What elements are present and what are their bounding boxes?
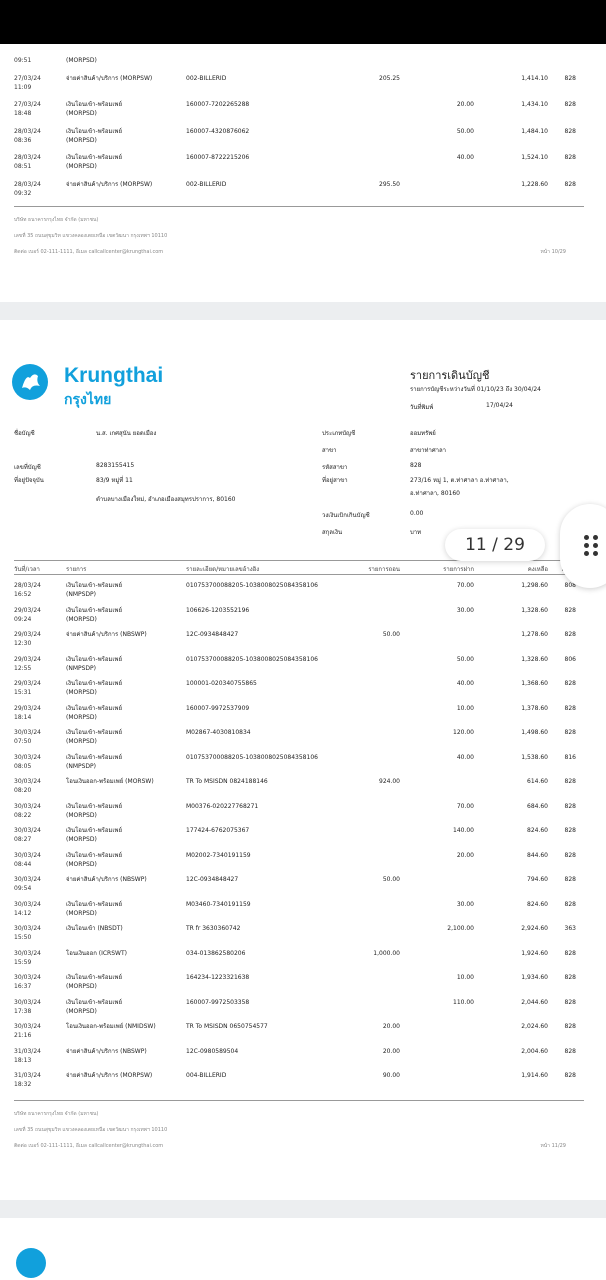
statement-page-12 (0, 1218, 606, 1280)
cell-balance: 824.60 (527, 900, 548, 908)
table-row (0, 803, 606, 827)
cell-ref: 004-BILLERID (186, 1072, 227, 1079)
cell-deposit: 30.00 (456, 606, 474, 614)
cell-branch: 828 (564, 127, 576, 135)
cell-time: 14:12 (14, 909, 32, 917)
cell-type: เงินโอนเข้า-พร้อมเพย์ (66, 998, 122, 1006)
cell-branch: 828 (564, 949, 576, 957)
cell-balance: 2,044.60 (521, 998, 548, 1006)
table-row (0, 1048, 606, 1072)
col-deposit: รายการฝาก (443, 566, 474, 573)
cell-time: 17:38 (14, 1007, 32, 1015)
cell-ref: 106626-1203552196 (186, 606, 250, 614)
cell-type: เงินโอนเข้า-พร้อมเพย์ (66, 680, 122, 687)
cell-branch: 828 (564, 606, 576, 614)
cell-time: 15:59 (14, 958, 32, 966)
printed-date-value: 17/04/24 (486, 402, 513, 409)
table-row (0, 48, 606, 72)
cell-branch: 828 (564, 704, 576, 712)
cell-type: จ่ายค่าสินค้า/บริการ (MORPSW) (66, 180, 153, 188)
cell-branch: 828 (564, 631, 576, 638)
cell-ref: 100001-020340755865 (186, 680, 257, 687)
cell-branch: 828 (564, 1023, 576, 1030)
cell-type: โอนเงินออก-พร้อมเพย์ (NMIDSW) (66, 1023, 156, 1030)
cell-type: เงินโอนเข้า-พร้อมเพย์ (66, 827, 122, 834)
cell-date: 28/03/24 (14, 582, 41, 589)
cell-time: 08:22 (14, 811, 32, 819)
cell-time: 09:51 (14, 57, 32, 64)
info-value: ออมทรัพย์ (410, 430, 436, 437)
cell-withdrawal: 20.00 (382, 1023, 400, 1030)
cell-branch: 828 (564, 154, 576, 161)
table-row (0, 778, 606, 802)
cell-ref: 12C-0934848427 (186, 631, 239, 638)
info-label: ที่อยู่ปัจจุบัน (14, 477, 44, 484)
cell-date: 30/03/24 (14, 1023, 41, 1030)
cell-ref: TR To MSISDN 0824188146 (186, 778, 268, 785)
krungthai-logo-icon (12, 364, 48, 400)
cell-date: 30/03/24 (14, 753, 41, 761)
cell-deposit: 10.00 (456, 974, 474, 981)
cell-channel: (MORPSD) (66, 163, 97, 170)
cell-channel: (NMPSDP) (66, 762, 97, 770)
table-row (0, 950, 606, 974)
cell-time: 09:54 (14, 885, 32, 892)
cell-branch: 828 (564, 180, 576, 188)
cell-ref: 160007-9972537909 (186, 704, 250, 712)
cell-deposit: 70.00 (456, 802, 474, 810)
cell-time: 07:50 (14, 738, 32, 745)
info-value: 8283155415 (96, 462, 135, 469)
cell-branch: 828 (564, 1047, 576, 1055)
cell-deposit: 20.00 (456, 101, 474, 108)
header-divider-bottom (14, 574, 584, 575)
footer-divider (14, 206, 584, 207)
table-row (0, 582, 606, 606)
cell-balance: 1,298.60 (521, 582, 548, 589)
info-value: อ.ท่าศาลา, 80160 (410, 490, 460, 497)
table-row (0, 101, 606, 125)
cell-ref: 002-BILLERID (186, 180, 227, 188)
footer-contact: ติดต่อ เบอร์ 02-111-1111, อีเมล callcallcenter@krungthai.com (14, 249, 164, 255)
info-value: 828 (410, 462, 422, 469)
cell-branch: 828 (564, 827, 576, 834)
cell-ref: M02002-7340191159 (186, 851, 251, 859)
cell-type: เงินโอนเข้า (NBSDT) (66, 925, 123, 932)
cell-type: จ่ายค่าสินค้า/บริการ (NBSWP) (66, 876, 147, 883)
footer-company: บริษัท ธนาคารกรุงไทย จำกัด (มหาชน) (14, 1111, 99, 1117)
cell-ref: M00376-020227768271 (186, 802, 259, 810)
cell-ref: 160007-4320876062 (186, 127, 250, 135)
page-indicator: 11 / 29 (445, 529, 545, 561)
footer-company: บริษัท ธนาคารกรุงไทย จำกัด (มหาชน) (14, 217, 99, 223)
cell-date: 30/03/24 (14, 851, 41, 859)
cell-time: 15:50 (14, 934, 32, 941)
cell-date: 28/03/24 (14, 180, 41, 188)
cell-balance: 1,328.60 (521, 655, 548, 663)
cell-balance: 1,328.60 (521, 606, 548, 614)
cell-channel: (MORPSD) (66, 615, 97, 623)
cell-ref: M02867-4030810834 (186, 729, 251, 736)
cell-balance: 794.60 (527, 876, 548, 883)
info-value: 273/16 หมู่ 1, ต.ท่าศาลา อ.ท่าศาลา, (410, 477, 509, 484)
cell-ref: 177424-6762075367 (186, 827, 250, 834)
cell-deposit: 2,100.00 (447, 925, 474, 932)
cell-channel: (MORPSD) (66, 689, 97, 696)
cell-date: 30/03/24 (14, 876, 41, 883)
cell-balance: 1,538.60 (521, 753, 548, 761)
table-row (0, 754, 606, 778)
cell-type: เงินโอนเข้า-พร้อมเพย์ (66, 729, 122, 736)
info-value: น.ส. เกศสุนัน ยอดเมือง (96, 430, 157, 437)
cell-date: 30/03/24 (14, 925, 41, 932)
cell-date: 27/03/24 (14, 101, 41, 108)
cell-deposit: 50.00 (456, 655, 474, 663)
table-row (0, 1072, 606, 1096)
cell-branch: 828 (564, 729, 576, 736)
footer-address: เลขที่ 35 ถนนสุขุมวิท แขวงคลองเตยเหนือ เขตวัฒนา กรุงเทพฯ 10110 (14, 1127, 168, 1133)
cell-ref: 010753700088205-1038008025084358106 (186, 655, 318, 663)
cell-channel: (MORPSD) (66, 136, 97, 144)
cell-ref: 160007-9972503358 (186, 998, 250, 1006)
col-date: วันที่/เวลา (14, 566, 40, 573)
cell-channel: (MORPSD) (66, 983, 97, 990)
info-value: 83/9 หมู่ที่ 11 (96, 477, 133, 484)
cell-date: 31/03/24 (14, 1047, 41, 1055)
cell-date: 30/03/24 (14, 949, 41, 957)
cell-date: 30/03/24 (14, 998, 41, 1006)
cell-time: 18:14 (14, 713, 32, 721)
cell-channel: (MORPSD) (66, 836, 97, 843)
cell-time: 08:51 (14, 163, 32, 170)
cell-balance: 1,924.60 (521, 949, 548, 957)
cell-date: 30/03/24 (14, 778, 41, 785)
cell-ref: 160007-7202265288 (186, 101, 250, 108)
cell-time: 08:44 (14, 860, 32, 868)
table-row (0, 680, 606, 704)
cell-withdrawal: 50.00 (382, 631, 400, 638)
table-row (0, 705, 606, 729)
cell-type: เงินโอนเข้า-พร้อมเพย์ (66, 974, 122, 981)
cell-deposit: 30.00 (456, 900, 474, 908)
cell-time: 09:32 (14, 189, 32, 197)
cell-withdrawal: 205.25 (379, 74, 400, 82)
cell-date: 29/03/24 (14, 655, 41, 663)
cell-ref: TR fr 3630360742 (186, 925, 241, 932)
cell-type: เงินโอนเข้า-พร้อมเพย์ (66, 606, 122, 614)
cell-time: 11:09 (14, 83, 32, 91)
cell-deposit: 20.00 (456, 851, 474, 859)
table-row (0, 1023, 606, 1047)
cell-type: เงินโอนเข้า-พร้อมเพย์ (66, 127, 122, 135)
logo-text-th: กรุงไทย (64, 392, 112, 408)
cell-channel: (MORPSD) (66, 1007, 97, 1015)
cell-type: จ่ายค่าสินค้า/บริการ (NBSWP) (66, 1047, 147, 1055)
info-label: ประเภทบัญชี (322, 430, 356, 437)
statement-period: รายการบัญชีระหว่างวันที่ 01/10/23 ถึง 30/04/24 (410, 386, 541, 393)
cell-time: 08:36 (14, 136, 32, 144)
cell-balance: 844.60 (527, 851, 548, 859)
footer-divider (14, 1100, 584, 1101)
cell-type: จ่ายค่าสินค้า/บริการ (MORPSW) (66, 74, 153, 82)
cell-type: เงินโอนเข้า-พร้อมเพย์ (66, 704, 122, 712)
cell-deposit: 50.00 (456, 127, 474, 135)
cell-type: เงินโอนเข้า-พร้อมเพย์ (66, 851, 122, 859)
page-number: หน้า 10/29 (540, 249, 566, 255)
footer-contact: ติดต่อ เบอร์ 02-111-1111, อีเมล callcallcenter@krungthai.com (14, 1143, 164, 1149)
table-row (0, 631, 606, 655)
cell-withdrawal: 924.00 (379, 778, 400, 785)
table-row (0, 999, 606, 1023)
cell-type: จ่ายค่าสินค้า/บริการ (MORPSW) (66, 1072, 153, 1079)
info-value: สาขาท่าศาลา (410, 447, 447, 454)
cell-time: 21:16 (14, 1032, 32, 1039)
info-label: วงเงินเบิกเกินบัญชี (322, 512, 370, 519)
cell-ref: 12C-0934848427 (186, 876, 239, 883)
cell-branch: 828 (564, 851, 576, 859)
cell-date: 29/03/24 (14, 704, 41, 712)
cell-balance: 1,934.60 (521, 974, 548, 981)
cell-ref: 034-013862580206 (186, 949, 246, 957)
cell-branch: 828 (564, 900, 576, 908)
cell-branch: 828 (564, 101, 576, 108)
cell-channel: (NMPSDP) (66, 664, 97, 672)
cell-type: เงินโอนเข้า-พร้อมเพย์ (66, 900, 122, 908)
info-label: สาขา (322, 447, 337, 454)
cell-channel: (MORPSD) (66, 811, 97, 819)
cell-branch: 828 (564, 974, 576, 981)
cell-type: โอนเงินออก (ICRSWT) (66, 949, 127, 957)
cell-deposit: 120.00 (453, 729, 474, 736)
cell-ref: 010753700088205-1038008025084358106 (186, 753, 318, 761)
statement-title: รายการเดินบัญชี (410, 369, 490, 382)
logo-text-en: Krungthai (64, 364, 164, 387)
cell-date: 30/03/24 (14, 729, 41, 736)
col-withdrawal: รายการถอน (368, 566, 400, 573)
cell-branch: 828 (564, 1072, 576, 1079)
cell-type: จ่ายค่าสินค้า/บริการ (NBSWP) (66, 631, 147, 638)
statement-page-11 (0, 320, 606, 1200)
cell-ref: 160007-8722215206 (186, 154, 250, 161)
page-number: หน้า 11/29 (540, 1143, 566, 1149)
cell-balance: 824.60 (527, 827, 548, 834)
cell-ref: 12C-0980589504 (186, 1047, 239, 1055)
cell-ref: 002-BILLERID (186, 74, 227, 82)
table-row (0, 656, 606, 680)
cell-deposit: 40.00 (456, 753, 474, 761)
cell-withdrawal: 50.00 (382, 876, 400, 883)
cell-ref: 010753700088205-103800802508435810​6 (186, 582, 318, 589)
cell-date: 27/03/24 (14, 74, 41, 82)
table-row (0, 607, 606, 631)
table-row (0, 181, 606, 205)
cell-date: 30/03/24 (14, 802, 41, 810)
cell-date: 31/03/24 (14, 1072, 41, 1079)
info-label: ชื่อบัญชี (14, 430, 35, 437)
cell-date: 28/03/24 (14, 154, 41, 161)
cell-time: 12:55 (14, 664, 32, 672)
statement-page-10 (0, 44, 606, 302)
table-row (0, 827, 606, 851)
table-row (0, 974, 606, 998)
col-balance: คงเหลือ (527, 566, 548, 573)
table-row (0, 154, 606, 178)
cell-deposit: 140.00 (453, 827, 474, 834)
cell-channel: (MORPSD) (66, 738, 97, 745)
cell-withdrawal: 1,000.00 (373, 949, 400, 957)
cell-date: 30/03/24 (14, 974, 41, 981)
cell-balance: 1,524.10 (521, 154, 548, 161)
cell-deposit: 10.00 (456, 704, 474, 712)
cell-type: เงินโอนเข้า-พร้อมเพย์ (66, 802, 122, 810)
cell-date: 29/03/24 (14, 606, 41, 614)
cell-branch: 816 (564, 753, 576, 761)
cell-type: เงินโอนเข้า-พร้อมเพย์ (66, 655, 122, 663)
cell-time: 08:05 (14, 762, 32, 770)
cell-branch: 806 (564, 655, 576, 663)
cell-channel: (MORPSD) (66, 110, 97, 117)
cell-date: 30/03/24 (14, 827, 41, 834)
cell-balance: 2,004.60 (521, 1047, 548, 1055)
info-value: บาท (410, 529, 422, 536)
cell-balance: 1,414.10 (521, 74, 548, 82)
cell-time: 18:13 (14, 1056, 32, 1064)
cell-deposit: 40.00 (456, 680, 474, 687)
cell-time: 16:52 (14, 591, 32, 598)
cell-balance: 2,924.60 (521, 925, 548, 932)
cell-channel: (MORPSD) (66, 713, 97, 721)
cell-ref: M03460-7340191159 (186, 900, 251, 908)
cell-balance: 1,368.60 (521, 680, 548, 687)
cell-ref: 164234-1223321638 (186, 974, 250, 981)
table-row (0, 128, 606, 152)
info-value: ตำบลบางเมืองใหม่, อำเภอเมืองสมุทรปราการ, 80160 (96, 496, 236, 503)
krungthai-logo-icon (16, 1248, 46, 1278)
info-value: 0.00 (410, 510, 424, 517)
cell-time: 08:27 (14, 836, 32, 843)
cell-branch: 828 (564, 802, 576, 810)
cell-balance: 1,278.60 (521, 631, 548, 638)
col-ref: รายละเอียด/หมายเลขอ้างอิง (186, 566, 260, 573)
table-row (0, 75, 606, 99)
cell-balance: 1,378.60 (521, 704, 548, 712)
cell-balance: 1,484.10 (521, 127, 548, 135)
cell-type: เงินโอนเข้า-พร้อมเพย์ (66, 154, 122, 161)
cell-deposit: 110.00 (453, 998, 474, 1006)
cell-time: 12:30 (14, 640, 32, 647)
cell-balance: 1,498.60 (521, 729, 548, 736)
cell-withdrawal: 20.00 (382, 1047, 400, 1055)
cell-channel: (NMPSDP) (66, 591, 97, 598)
table-row (0, 729, 606, 753)
cell-branch: 828 (564, 876, 576, 883)
cell-channel: (MORPSD) (66, 909, 97, 917)
cell-branch: 828 (564, 778, 576, 785)
cell-time: 18:32 (14, 1081, 32, 1088)
cell-type: โอนเงินออก-พร้อมเพย์ (MORSW) (66, 778, 154, 785)
cell-date: 29/03/24 (14, 680, 41, 687)
table-row (0, 852, 606, 876)
cell-deposit: 70.00 (456, 582, 474, 589)
cell-branch: 828 (564, 998, 576, 1006)
cell-deposit: 40.00 (456, 154, 474, 161)
cell-ref: TR To MSISDN 0650754577 (186, 1023, 268, 1030)
cell-date: 29/03/24 (14, 631, 41, 638)
table-row (0, 925, 606, 949)
info-label: รหัสสาขา (322, 464, 348, 471)
cell-withdrawal: 90.00 (382, 1072, 400, 1079)
info-label: ที่อยู่สาขา (322, 477, 348, 484)
cell-time: 16:37 (14, 983, 32, 990)
cell-branch: 808 (564, 582, 576, 589)
more-dots-icon (584, 535, 604, 557)
cell-time: 15:31 (14, 689, 32, 696)
cell-type: เงินโอนเข้า-พร้อมเพย์ (66, 582, 122, 589)
cell-balance: 614.60 (527, 778, 548, 785)
cell-channel: (MORPSD) (66, 57, 97, 64)
cell-branch: 363 (564, 925, 576, 932)
cell-balance: 684.60 (527, 802, 548, 810)
table-row (0, 876, 606, 900)
viewer-menu-button[interactable] (560, 504, 606, 588)
cell-type: เงินโอนเข้า-พร้อมเพย์ (66, 101, 122, 108)
cell-time: 08:20 (14, 787, 32, 794)
cell-date: 28/03/24 (14, 127, 41, 135)
cell-balance: 1,914.60 (521, 1072, 548, 1079)
footer-address: เลขที่ 35 ถนนสุขุมวิท แขวงคลองเตยเหนือ เขตวัฒนา กรุงเทพฯ 10110 (14, 233, 168, 239)
cell-date: 30/03/24 (14, 900, 41, 908)
status-bar (0, 0, 606, 44)
cell-balance: 1,434.10 (521, 101, 548, 108)
table-row (0, 901, 606, 925)
info-label: เลขที่บัญชี (14, 464, 41, 471)
cell-balance: 1,228.60 (521, 180, 548, 188)
cell-channel: (MORPSD) (66, 860, 97, 868)
cell-withdrawal: 295.50 (379, 180, 400, 188)
cell-balance: 2,024.60 (521, 1023, 548, 1030)
col-type: รายการ (66, 566, 87, 573)
printed-date-label: วันที่พิมพ์ (410, 404, 434, 411)
cell-time: 09:24 (14, 615, 32, 623)
cell-type: เงินโอนเข้า-พร้อมเพย์ (66, 753, 122, 761)
cell-branch: 828 (564, 680, 576, 687)
cell-branch: 828 (564, 74, 576, 82)
cell-time: 18:48 (14, 110, 32, 117)
info-label: สกุลเงิน (322, 529, 343, 536)
